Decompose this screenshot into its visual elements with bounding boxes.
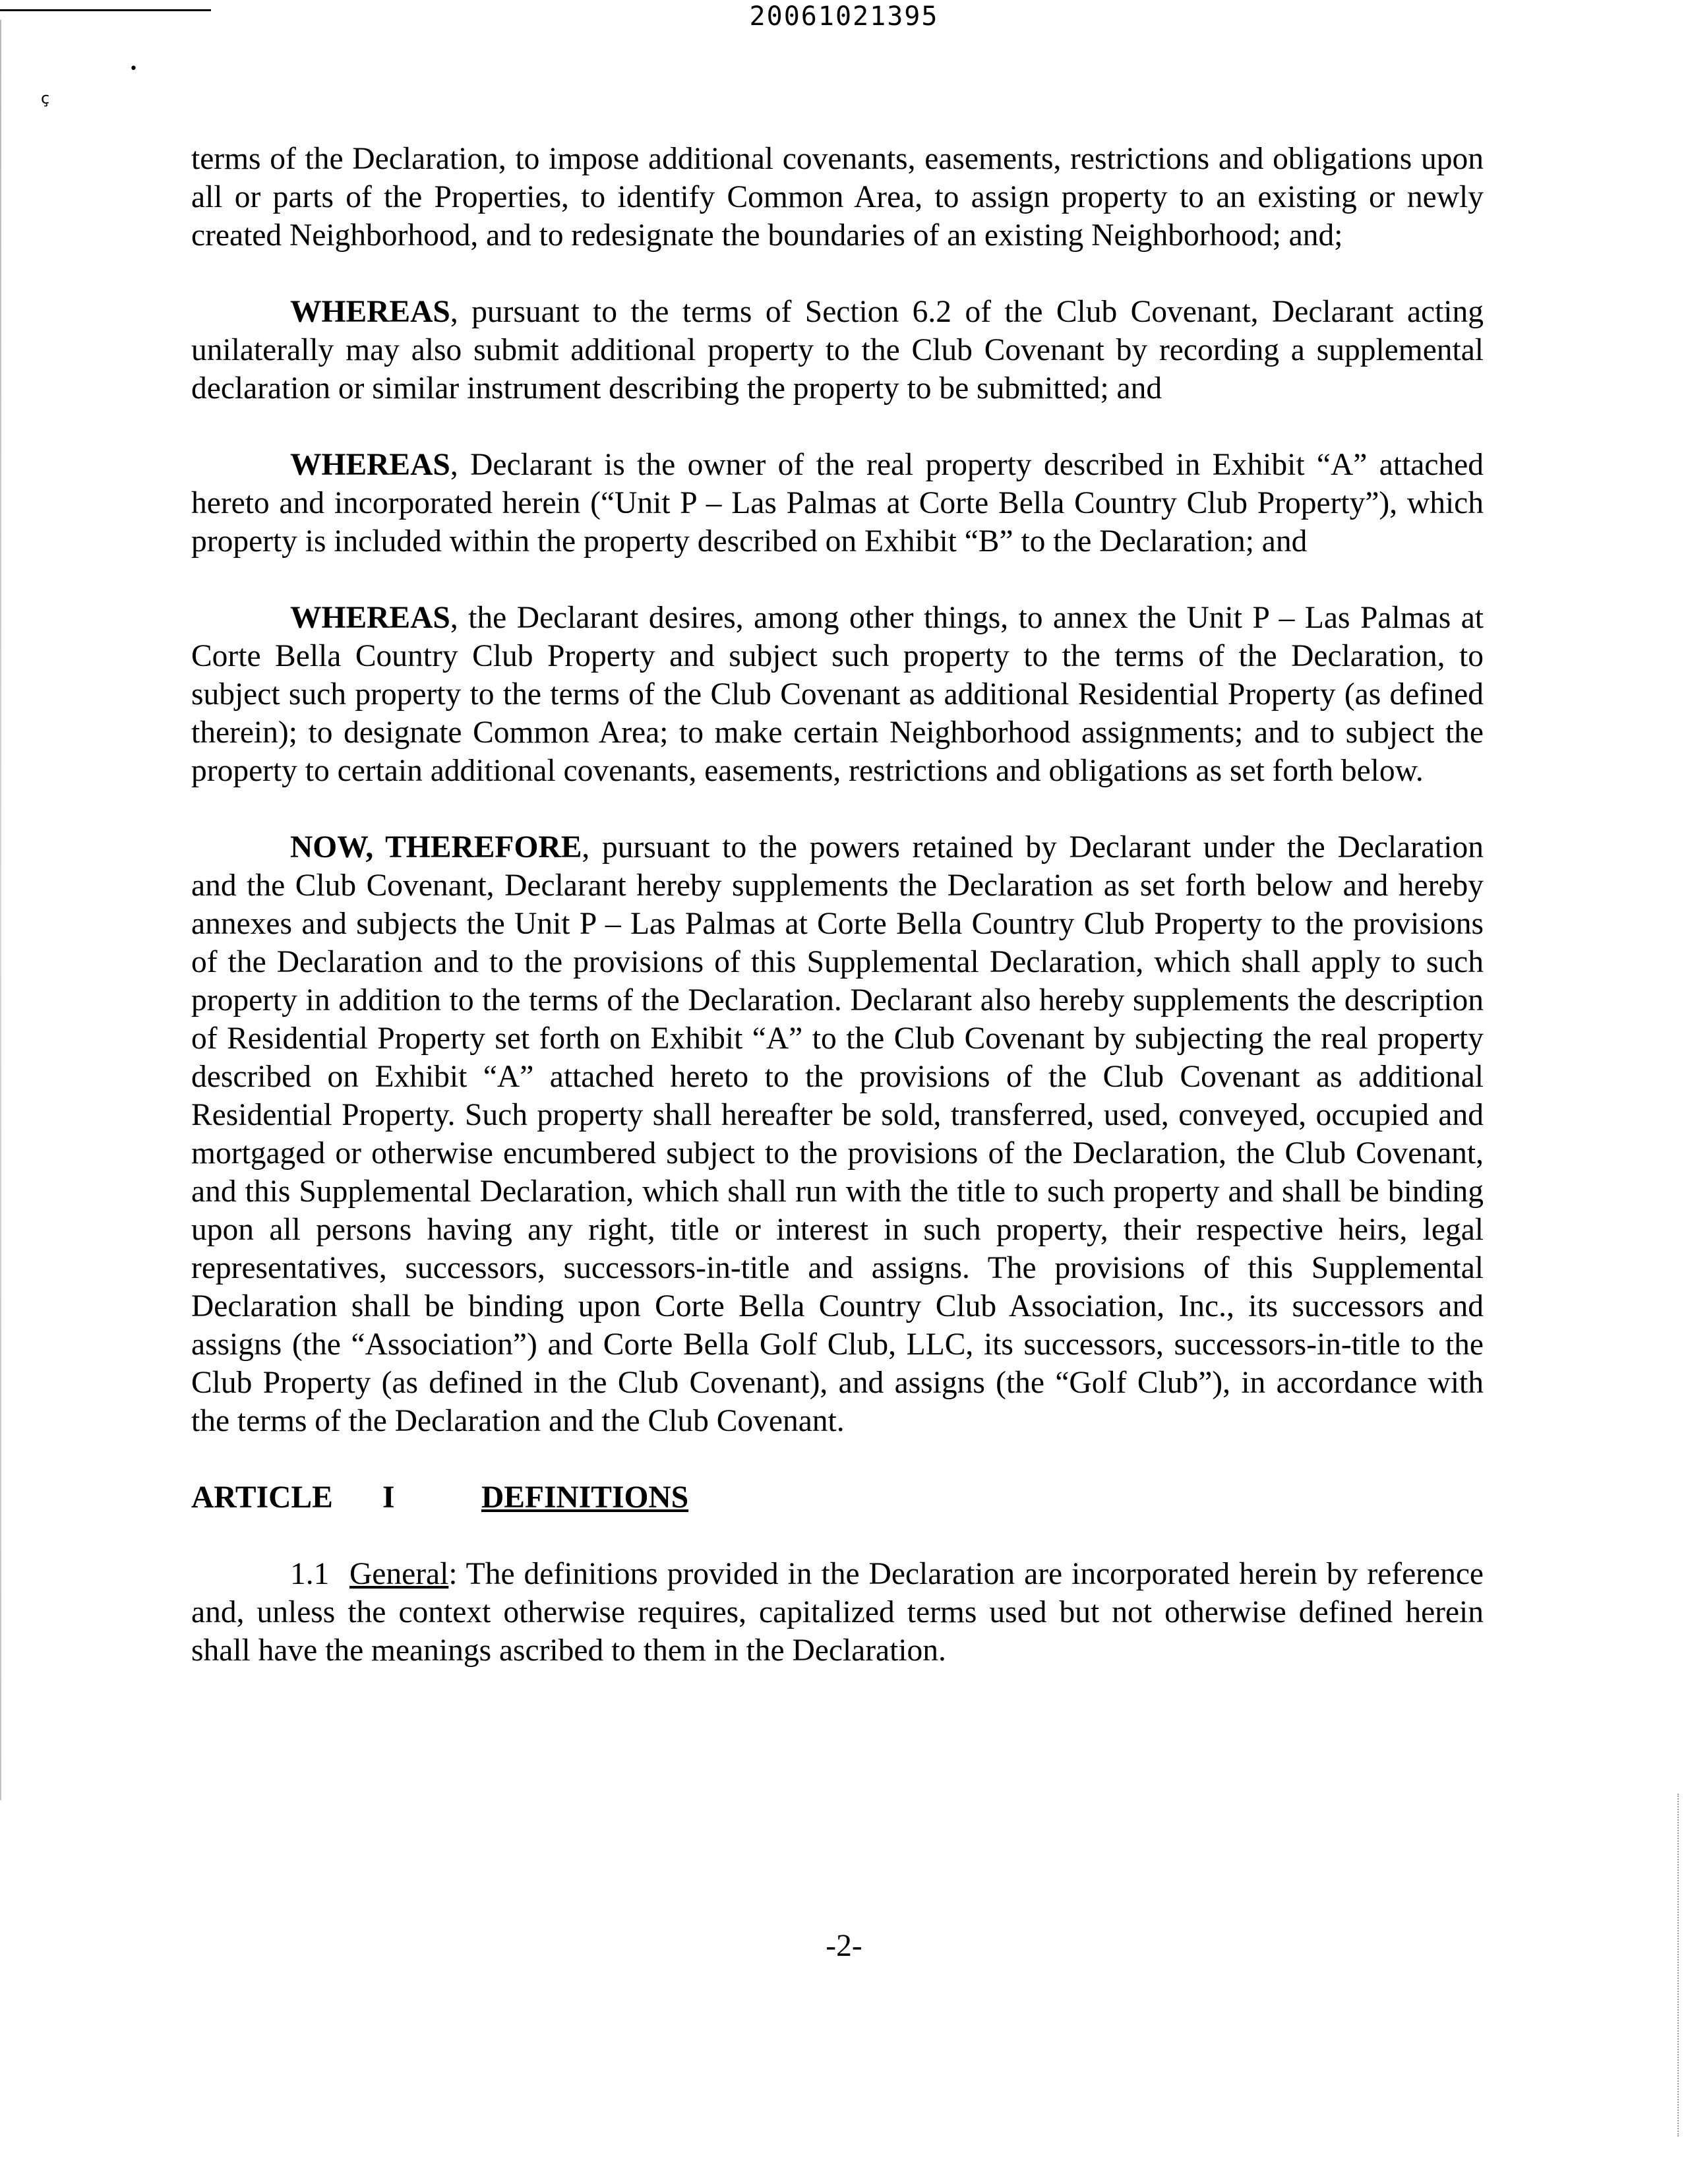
- whereas-lead: WHEREAS: [290, 448, 450, 482]
- whereas-lead: WHEREAS: [290, 295, 450, 329]
- article-word: ARTICLE: [191, 1480, 333, 1515]
- now-therefore-lead: NOW, THEREFORE: [290, 830, 582, 864]
- speck-mark-1: •: [129, 61, 138, 77]
- section-1-1: [191, 1555, 1484, 1670]
- whereas-lead: WHEREAS: [290, 601, 450, 635]
- paragraph-terms-continuation: terms of the Declaration, to impose additional covenants, easements, restrictions and obligations upon all or parts of the Properties, to identify Common Area, to assign property to an existing or newly created Neighborhood, and to redesignate the boundaries of an existing Neighborhood; and;: [191, 142, 1484, 253]
- scan-edge-left: [0, 20, 1, 1800]
- paragraph-text: , pursuant to the terms of Section 6.2 of the Club Covenant, Declarant acting unilaterally may also submit additional property to the Club Covenant by recording a supplemental declaration or similar instrument describing the property to be submitted; and: [191, 295, 1484, 406]
- paragraph-whereas-section-6-2: [191, 293, 1484, 408]
- article-number: I: [382, 1480, 395, 1515]
- paragraph-text: , Declarant is the owner of the real property described in Exhibit “A” attached hereto and incorporated herein (“Unit P – Las Palmas at Corte Bella Country Club Property”), which property is included within the property described on Exhibit “B” to the Declaration; and: [191, 448, 1484, 559]
- paragraph-whereas-owner: [191, 446, 1484, 561]
- scan-edge-right: [1677, 1794, 1680, 2137]
- page-number: -2-: [826, 1929, 862, 1963]
- article-heading: [191, 1478, 1484, 1517]
- section-number: 1.1: [290, 1557, 330, 1591]
- document-number: 20061021395: [749, 1, 939, 32]
- paragraph-text: , pursuant to the powers retained by Declarant under the Declaration and the Club Covenant, Declarant hereby supplements the Declaration as set forth below and hereby annexes and subjects the Unit P – Las Palmas at Corte Bella Country Club Property to the provisions of the Declaration and to the provisions of this Supplemental Declaration, which shall apply to such property in addition to the terms of the Declaration. Declarant also hereby supplements the description of Residential Property set forth on Exhibit “A” to the Club Covenant by subjecting the real property described on Exhibit “A” attached hereto to the provisions of the Club Covenant as additional Residential Property. Such property shall hereafter be sold, transferred, used, conveyed, occupied and mortgaged or otherwise encumbered subject to the provisions of the Declaration, the Club Covenant, and this Supplemental Declaration, which shall run with the title to such property and shall be binding upon all persons having any right, title or interest in such property, their respective heirs, legal representatives, successors, successors-in-title and assigns. The provisions of this Supplemental Declaration shall be binding upon Corte Bella Country Club Association, Inc., its successors and assigns (the “Association”) and Corte Bella Golf Club, LLC, its successors, successors-in-title to the Club Property (as defined in the Club Covenant), and assigns (the “Golf Club”), in accordance with the terms of the Declaration and the Club Covenant.: [191, 830, 1484, 1438]
- scan-specks: [41, 61, 138, 108]
- section-text: : The definitions provided in the Declaration are incorporated herein by reference and, unless the context otherwise requires, capitalized terms used but not otherwise defined herein shall have the meanings ascribed to them in the Declaration.: [191, 1557, 1484, 1668]
- section-title: General: [349, 1557, 449, 1591]
- speck-mark-2: ç: [41, 89, 50, 107]
- paragraph-now-therefore: [191, 828, 1484, 1440]
- paragraph-whereas-annex: [191, 599, 1484, 790]
- paragraph-text: , the Declarant desires, among other things, to annex the Unit P – Las Palmas at Corte Bella Country Club Property and subject such property to the terms of the Declaration, to subject such property to the terms of the Club Covenant as additional Residential Property (as defined therein); to designate Common Area; to make certain Neighborhood assignments; and to subject the property to certain additional covenants, easements, restrictions and obligations as set forth below.: [191, 601, 1484, 788]
- document-body: [191, 140, 1484, 1708]
- article-title: DEFINITIONS: [481, 1480, 689, 1515]
